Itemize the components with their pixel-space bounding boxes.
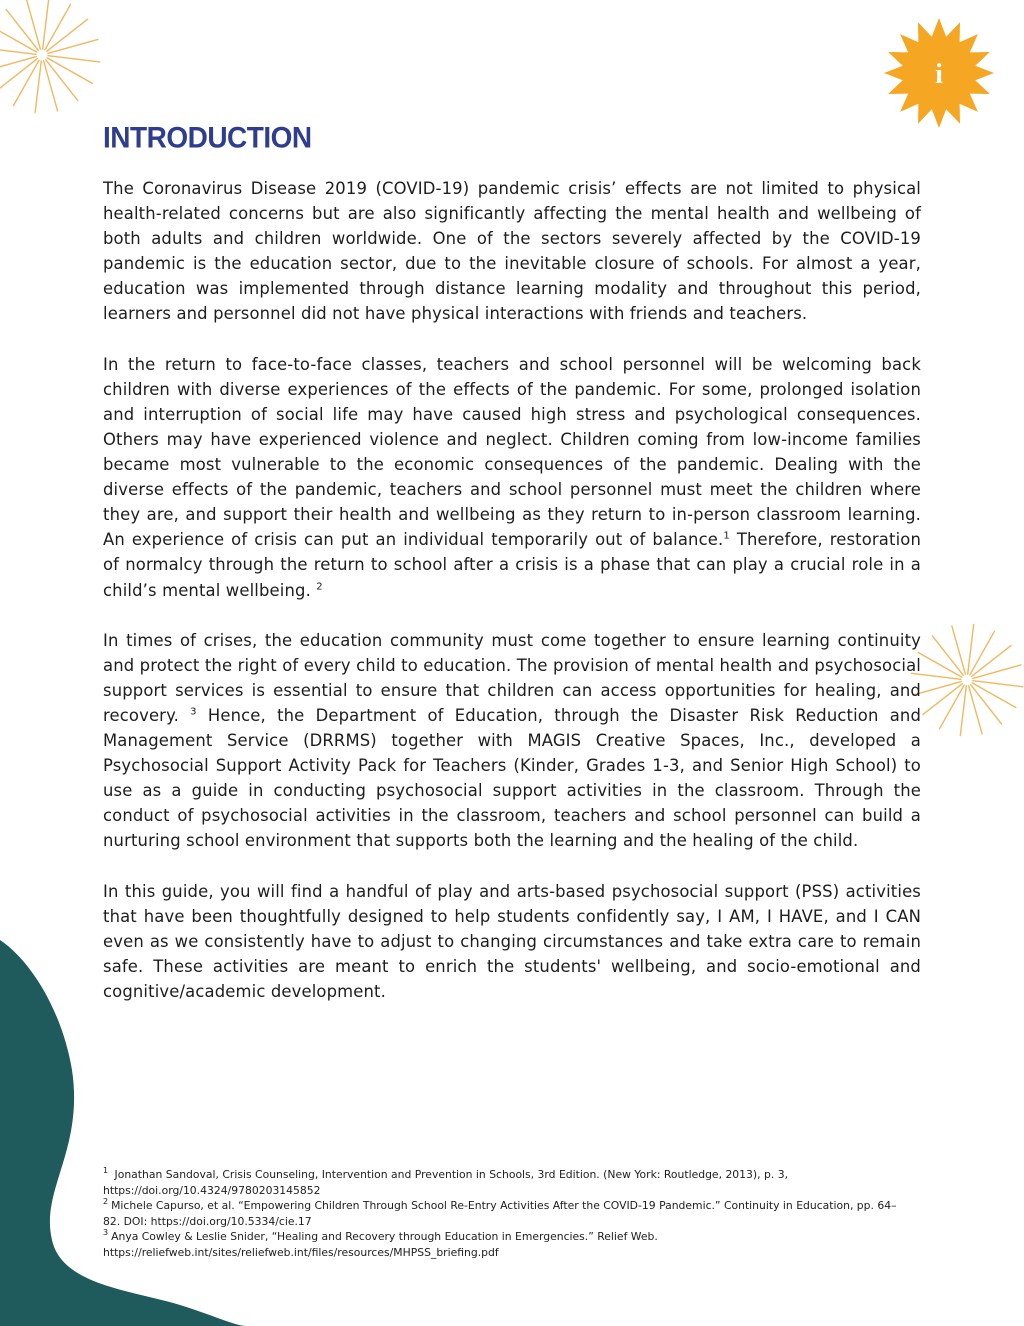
footnote-text: Jonathan Sandoval, Crisis Counseling, Intervention and Prevention in Schools, 3rd Edition. (New York: Routledge, 2013), p. 3, https://doi.org/10.4324/9780203145852 <box>103 1168 789 1197</box>
info-sun-badge-icon <box>880 14 998 132</box>
footnote-text: Anya Cowley & Leslie Snider, “Healing and Recovery through Education in Emergencies.” Relief Web. https://reliefweb.int/sites/reliefweb.int/files/resources/MHPSS_briefing.pdf <box>103 1230 658 1259</box>
introduction-body <box>103 176 921 1029</box>
paragraph-1: The Coronavirus Disease 2019 (COVID-19) pandemic crisis’ effects are not limited to physical health-related concerns but are also significantly affecting the mental health and wellbeing of both adults and children worldwide. One of the sectors severely affected by the COVID-19 pandemic is the education sector, due to the inevitable closure of schools. For almost a year, education was implemented through distance learning modality and throughout this period, learners and personnel did not have physical interactions with friends and teachers. <box>103 179 921 324</box>
footnote-2 <box>103 1198 903 1229</box>
info-glyph: i <box>935 59 943 90</box>
footnotes <box>103 1167 903 1260</box>
footnote-ref-2: 2 <box>316 581 323 593</box>
starburst-right-icon <box>905 605 1024 755</box>
paragraph-4: In this guide, you will find a handful of play and arts-based psychosocial support (PSS) activities that have been thoughtfully designed to help students confidently say, I AM, I HAVE, and I CAN even as we consistently have to adjust to changing circumstances and take extra care to remain safe. These activities are meant to enrich the students' wellbeing, and socio-emotional and cognitive/academic development. <box>103 881 921 1001</box>
starburst-top-left-icon <box>0 0 110 130</box>
footnote-number: 2 <box>103 1197 109 1207</box>
paragraph-2-text-a: In the return to face-to-face classes, teachers and school personnel will be welcoming back children with diverse experiences of the effects of the pandemic. For some, prolonged isolation and interruption of social life may have caused high stress and psychological consequences. Others may have experienced violence and neglect. Children coming from low-income families became most vulnerable to the economic consequences of the pandemic. Dealing with the diverse effects of the pandemic, teachers and school personnel must meet the children where they are, and support their health and wellbeing as they return to in-person classroom learning. An experience of crisis can put an individual temporarily out of balance. <box>103 354 921 550</box>
paragraph-3-text-b: Hence, the Department of Education, through the Disaster Risk Reduction and Management Service (DRRMS) together with MAGIS Creative Spaces, Inc., developed a Psychosocial Support Activity Pack for Teachers (Kinder, Grades 1-3, and Senior High School) to use as a guide in conducting psychosocial support activities in the classroom. Through the conduct of psychosocial activities in the classroom, teachers and school personnel can build a nurturing school environment that supports both the learning and the healing of the child. <box>103 705 921 851</box>
footnote-number: 3 <box>103 1228 109 1238</box>
page-title: INTRODUCTION <box>103 121 312 154</box>
footnote-ref-1: 1 <box>723 530 730 542</box>
footnote-ref-3: 3 <box>190 706 197 718</box>
paragraph-2-text-b: Therefore, restoration of normalcy through the return to school after a crisis is a phase that can play a crucial role in a child’s mental wellbeing. <box>103 530 921 600</box>
footnote-number: 1 <box>103 1166 109 1176</box>
paragraph-2 <box>103 352 921 603</box>
paragraph-3 <box>103 628 921 854</box>
paragraph-3-text-a: In times of crises, the education community must come together to ensure learning continuity and protect the right of every child to education. The provision of mental health and psychosocial support services is essential to ensure that children can access opportunities for healing, and recovery. <box>103 630 921 725</box>
footnote-1 <box>103 1167 903 1198</box>
footnote-3 <box>103 1229 903 1260</box>
footnote-text: Michele Capurso, et al. “Empowering Children Through School Re-Entry Activities After the COVID-19 Pandemic.” Continuity in Education, pp. 64–82. DOI: https://doi.org/10.5334/cie.17 <box>103 1199 897 1228</box>
